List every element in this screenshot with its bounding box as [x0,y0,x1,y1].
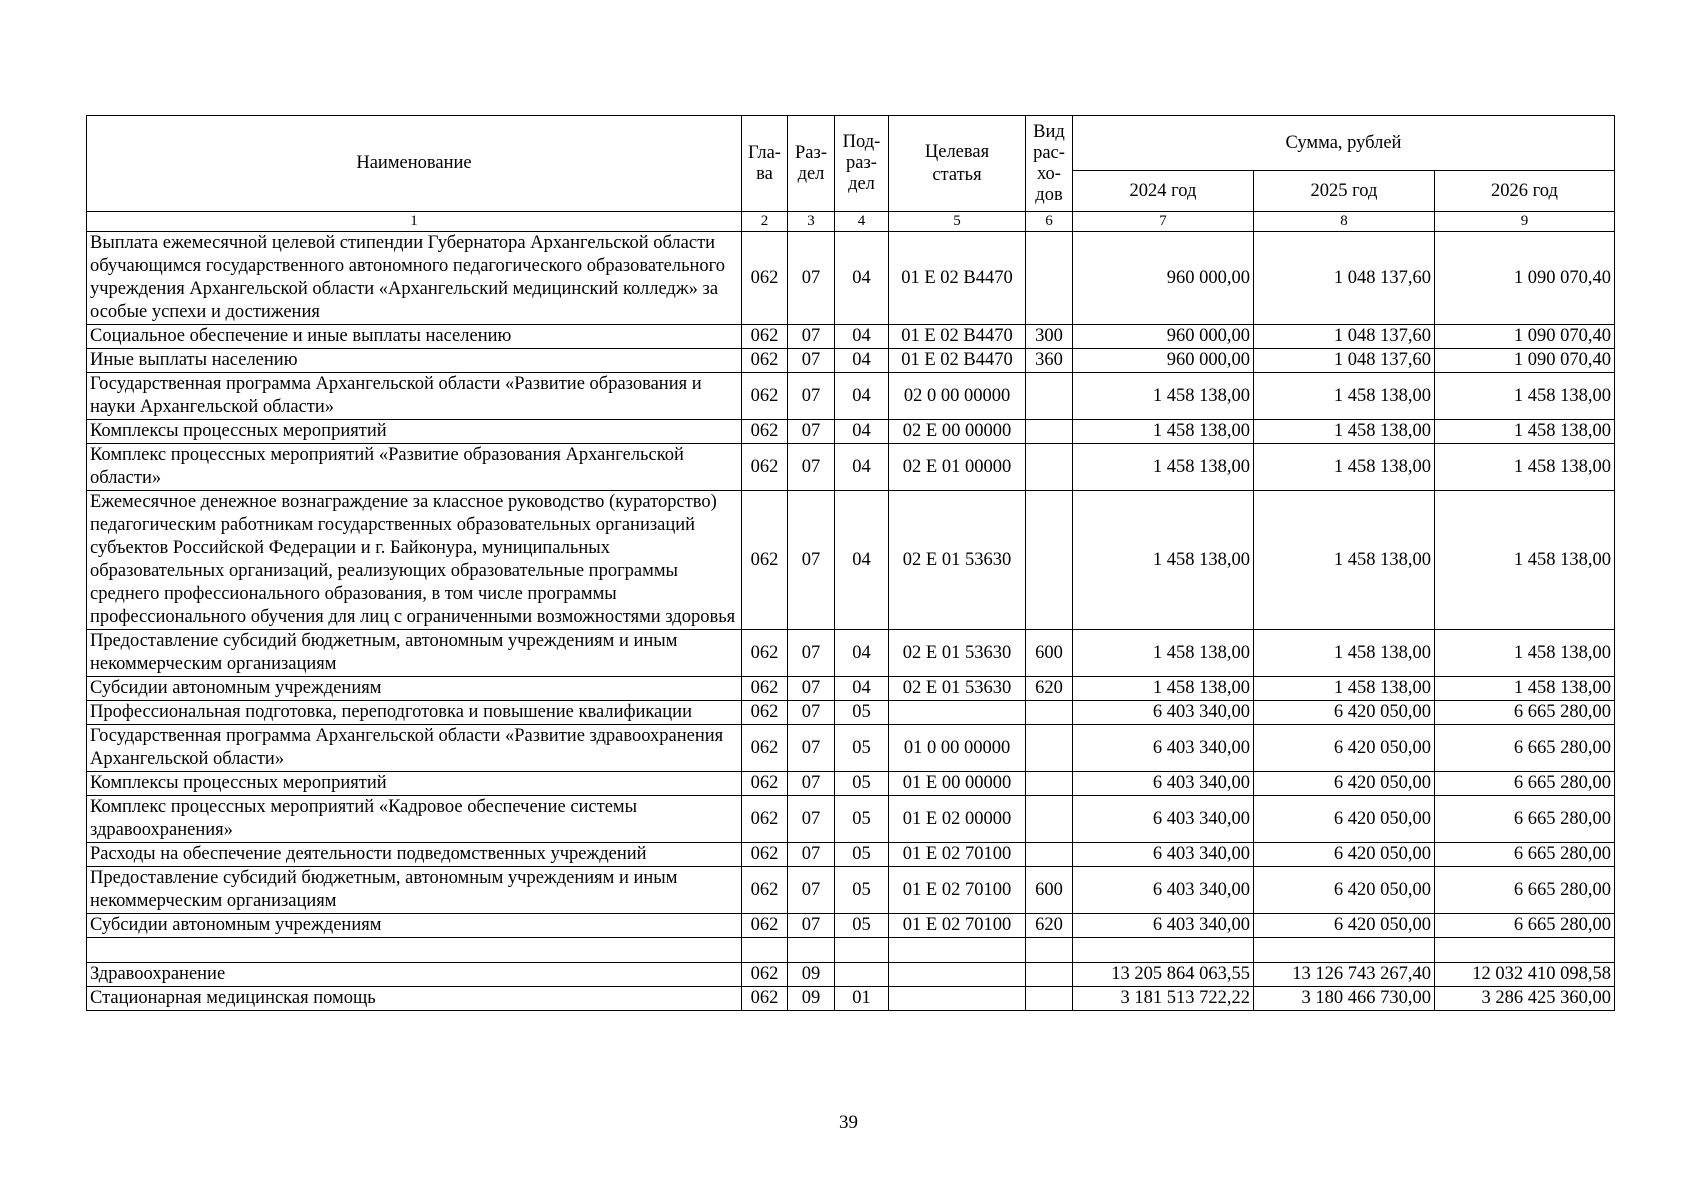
row-name: Ежемесячное денежное вознаграждение за классное руководство (кураторство) педагогическим работникам государственных образовательных организаций субъектов Российской Федерации и г. Байконура, муниципальных образовательных организаций, реализующих образовательные программы среднего профессионального образования, в том числе программы профессионального обучения для лиц с ограниченными возможностями здоровья [87,491,742,630]
row-podrazdel: 04 [835,325,889,349]
row-name: Предоставление субсидий бюджетным, автономным учреждениям и иным некоммерческим организациям [87,867,742,914]
table-row [87,701,1615,725]
row-podrazdel: 04 [835,677,889,701]
row-amount-2026: 1 090 070,40 [1435,232,1615,325]
row-amount-2024 [1073,938,1254,963]
row-amount-2024: 960 000,00 [1073,349,1254,373]
column-number: 4 [835,212,889,232]
header-vid [1026,116,1073,212]
table-row [87,491,1615,630]
row-vid: 620 [1026,914,1073,938]
row-vid: 300 [1026,325,1073,349]
row-razdel: 07 [788,325,835,349]
row-podrazdel: 05 [835,772,889,796]
row-tselevaya: 02 Е 00 00000 [889,420,1026,444]
row-tselevaya: 01 Е 02 70100 [889,914,1026,938]
row-razdel: 07 [788,349,835,373]
row-glava: 062 [742,420,788,444]
row-amount-2025: 6 420 050,00 [1254,867,1435,914]
row-vid [1026,420,1073,444]
row-amount-2024: 1 458 138,00 [1073,420,1254,444]
row-name: Иные выплаты населению [87,349,742,373]
row-glava: 062 [742,867,788,914]
row-glava: 062 [742,491,788,630]
row-amount-2026: 6 665 280,00 [1435,867,1615,914]
row-razdel: 07 [788,796,835,843]
row-tselevaya: 01 Е 02 00000 [889,796,1026,843]
header-2024: 2024 год [1073,171,1254,212]
row-amount-2026: 12 032 410 098,58 [1435,963,1615,987]
row-glava: 062 [742,349,788,373]
row-amount-2026 [1435,938,1615,963]
row-podrazdel: 04 [835,232,889,325]
row-podrazdel: 05 [835,796,889,843]
row-razdel: 07 [788,420,835,444]
row-tselevaya: 01 0 00 00000 [889,725,1026,772]
header-name: Наименование [87,116,742,212]
row-amount-2026: 1 458 138,00 [1435,630,1615,677]
row-amount-2024: 1 458 138,00 [1073,630,1254,677]
column-number: 8 [1254,212,1435,232]
table-row [87,677,1615,701]
row-razdel: 07 [788,843,835,867]
row-name: Расходы на обеспечение деятельности подведомственных учреждений [87,843,742,867]
row-vid: 620 [1026,677,1073,701]
row-podrazdel: 05 [835,843,889,867]
row-amount-2026: 1 458 138,00 [1435,491,1615,630]
row-glava: 062 [742,963,788,987]
table-row [87,349,1615,373]
row-amount-2024: 3 181 513 722,22 [1073,987,1254,1011]
row-name: Профессиональная подготовка, переподготовка и повышение квалификации [87,701,742,725]
table-row [87,420,1615,444]
row-podrazdel [835,963,889,987]
row-amount-2024: 6 403 340,00 [1073,796,1254,843]
row-tselevaya [889,987,1026,1011]
row-amount-2025: 1 458 138,00 [1254,373,1435,420]
row-amount-2025: 1 458 138,00 [1254,444,1435,491]
row-name: Стационарная медицинская помощь [87,987,742,1011]
row-vid [1026,843,1073,867]
column-number: 2 [742,212,788,232]
row-amount-2026: 1 090 070,40 [1435,325,1615,349]
row-amount-2024: 1 458 138,00 [1073,677,1254,701]
row-amount-2024: 1 458 138,00 [1073,444,1254,491]
row-name: Выплата ежемесячной целевой стипендии Губернатора Архангельской области обучающимся государственного автономного педагогического образовательного учреждения Архангельской области «Архангельский медицинский колледж» за особые успехи и достижения [87,232,742,325]
row-amount-2025: 6 420 050,00 [1254,914,1435,938]
row-razdel: 07 [788,772,835,796]
row-podrazdel: 01 [835,987,889,1011]
header-vid-text: Вид рас- хо- дов [1033,121,1065,205]
column-number: 3 [788,212,835,232]
header-tselevaya-text: Целевая статья [924,141,990,185]
row-podrazdel: 04 [835,491,889,630]
row-razdel: 07 [788,914,835,938]
page-number: 39 [839,1112,858,1133]
row-amount-2026: 3 286 425 360,00 [1435,987,1615,1011]
column-number: 9 [1435,212,1615,232]
row-razdel: 09 [788,963,835,987]
row-amount-2025: 1 458 138,00 [1254,677,1435,701]
row-name: Социальное обеспечение и иные выплаты населению [87,325,742,349]
header-summa: Сумма, рублей [1073,116,1615,171]
row-podrazdel: 04 [835,373,889,420]
row-razdel: 07 [788,701,835,725]
row-amount-2024: 960 000,00 [1073,232,1254,325]
row-amount-2024: 960 000,00 [1073,325,1254,349]
column-number: 5 [889,212,1026,232]
table-row [87,987,1615,1011]
row-tselevaya: 01 Е 02 В4470 [889,232,1026,325]
row-amount-2026: 6 665 280,00 [1435,772,1615,796]
row-amount-2024: 6 403 340,00 [1073,867,1254,914]
row-amount-2025: 1 048 137,60 [1254,349,1435,373]
row-amount-2025: 6 420 050,00 [1254,725,1435,772]
row-podrazdel: 04 [835,444,889,491]
row-vid [1026,772,1073,796]
row-razdel: 07 [788,725,835,772]
row-amount-2026: 1 090 070,40 [1435,349,1615,373]
row-amount-2026: 1 458 138,00 [1435,420,1615,444]
row-glava: 062 [742,987,788,1011]
table-row [87,725,1615,772]
row-razdel: 07 [788,373,835,420]
row-podrazdel: 05 [835,867,889,914]
row-vid [1026,963,1073,987]
row-podrazdel: 05 [835,701,889,725]
row-razdel: 09 [788,987,835,1011]
row-podrazdel: 05 [835,725,889,772]
row-amount-2024: 6 403 340,00 [1073,701,1254,725]
row-amount-2024: 13 205 864 063,55 [1073,963,1254,987]
row-amount-2024: 6 403 340,00 [1073,725,1254,772]
row-glava: 062 [742,701,788,725]
row-razdel: 07 [788,677,835,701]
row-vid [1026,232,1073,325]
table-row [87,325,1615,349]
row-glava: 062 [742,373,788,420]
row-tselevaya: 01 Е 02 В4470 [889,349,1026,373]
row-tselevaya [889,701,1026,725]
table-row [87,843,1615,867]
row-tselevaya: 01 Е 02 70100 [889,867,1026,914]
table-body [87,232,1615,1011]
row-podrazdel: 05 [835,914,889,938]
row-name: Государственная программа Архангельской области «Развитие образования и науки Архангельской области» [87,373,742,420]
row-amount-2026: 1 458 138,00 [1435,373,1615,420]
row-podrazdel: 04 [835,349,889,373]
row-razdel: 07 [788,444,835,491]
row-tselevaya: 02 Е 01 53630 [889,677,1026,701]
header-tselevaya [889,116,1026,212]
row-amount-2026: 6 665 280,00 [1435,725,1615,772]
row-name: Предоставление субсидий бюджетным, автономным учреждениям и иным некоммерческим организациям [87,630,742,677]
row-podrazdel [835,938,889,963]
row-name: Здравоохранение [87,963,742,987]
row-amount-2025: 1 458 138,00 [1254,420,1435,444]
row-tselevaya: 01 Е 02 70100 [889,843,1026,867]
row-vid [1026,796,1073,843]
row-glava: 062 [742,843,788,867]
header-2026: 2026 год [1435,171,1615,212]
row-glava: 062 [742,444,788,491]
column-number: 7 [1073,212,1254,232]
row-amount-2026: 6 665 280,00 [1435,843,1615,867]
row-amount-2024: 1 458 138,00 [1073,491,1254,630]
row-tselevaya: 02 Е 01 53630 [889,630,1026,677]
row-podrazdel: 04 [835,630,889,677]
row-amount-2025: 3 180 466 730,00 [1254,987,1435,1011]
table-row [87,444,1615,491]
row-amount-2026: 6 665 280,00 [1435,701,1615,725]
row-razdel: 07 [788,867,835,914]
row-tselevaya [889,963,1026,987]
budget-table [86,115,1615,1011]
row-amount-2025: 1 458 138,00 [1254,630,1435,677]
row-name: Субсидии автономным учреждениям [87,914,742,938]
row-name: Комплекс процессных мероприятий «Кадровое обеспечение системы здравоохранения» [87,796,742,843]
row-vid [1026,491,1073,630]
row-vid: 600 [1026,630,1073,677]
row-amount-2025: 1 048 137,60 [1254,325,1435,349]
row-vid [1026,701,1073,725]
row-vid: 600 [1026,867,1073,914]
row-glava: 062 [742,914,788,938]
table-row [87,938,1615,963]
row-amount-2024: 1 458 138,00 [1073,373,1254,420]
column-number: 6 [1026,212,1073,232]
row-amount-2025: 6 420 050,00 [1254,796,1435,843]
row-amount-2026: 6 665 280,00 [1435,914,1615,938]
row-amount-2026: 1 458 138,00 [1435,444,1615,491]
row-razdel [788,938,835,963]
row-vid [1026,444,1073,491]
row-vid [1026,938,1073,963]
row-tselevaya: 01 Е 00 00000 [889,772,1026,796]
row-amount-2025: 6 420 050,00 [1254,843,1435,867]
row-amount-2026: 1 458 138,00 [1435,677,1615,701]
header-glava [742,116,788,212]
header-razdel-text: Раз- дел [795,142,827,184]
row-podrazdel: 04 [835,420,889,444]
row-amount-2024: 6 403 340,00 [1073,843,1254,867]
table-row [87,914,1615,938]
row-vid [1026,987,1073,1011]
row-amount-2025: 1 458 138,00 [1254,491,1435,630]
column-number-row [87,212,1615,232]
row-glava: 062 [742,232,788,325]
row-vid [1026,725,1073,772]
row-amount-2025 [1254,938,1435,963]
row-tselevaya: 02 Е 01 53630 [889,491,1026,630]
table-row [87,963,1615,987]
row-amount-2025: 6 420 050,00 [1254,701,1435,725]
row-amount-2024: 6 403 340,00 [1073,914,1254,938]
row-tselevaya: 02 Е 01 00000 [889,444,1026,491]
row-amount-2025: 13 126 743 267,40 [1254,963,1435,987]
row-amount-2025: 6 420 050,00 [1254,772,1435,796]
row-glava: 062 [742,630,788,677]
table-row [87,232,1615,325]
row-tselevaya: 01 Е 02 В4470 [889,325,1026,349]
row-name: Комплексы процессных мероприятий [87,420,742,444]
row-vid: 360 [1026,349,1073,373]
row-tselevaya [889,938,1026,963]
row-glava: 062 [742,772,788,796]
row-razdel: 07 [788,232,835,325]
row-razdel: 07 [788,491,835,630]
row-name: Комплекс процессных мероприятий «Развитие образования Архангельской области» [87,444,742,491]
row-amount-2026: 6 665 280,00 [1435,796,1615,843]
table-row [87,373,1615,420]
row-name: Субсидии автономным учреждениям [87,677,742,701]
table-row [87,867,1615,914]
header-2025: 2025 год [1254,171,1435,212]
table-row [87,630,1615,677]
row-name [87,938,742,963]
header-podrazdel-text: Под- раз- дел [842,132,881,194]
row-amount-2025: 1 048 137,60 [1254,232,1435,325]
row-glava: 062 [742,677,788,701]
row-tselevaya: 02 0 00 00000 [889,373,1026,420]
row-amount-2024: 6 403 340,00 [1073,772,1254,796]
row-vid [1026,373,1073,420]
row-name: Государственная программа Архангельской области «Развитие здравоохранения Архангельской области» [87,725,742,772]
row-razdel: 07 [788,630,835,677]
header-podrazdel [835,116,889,212]
row-glava [742,938,788,963]
header-razdel [788,116,835,212]
row-glava: 062 [742,725,788,772]
column-number: 1 [87,212,742,232]
row-name: Комплексы процессных мероприятий [87,772,742,796]
table-row [87,796,1615,843]
header-glava-text: Гла- ва [748,142,781,184]
row-glava: 062 [742,796,788,843]
table-row [87,772,1615,796]
row-glava: 062 [742,325,788,349]
